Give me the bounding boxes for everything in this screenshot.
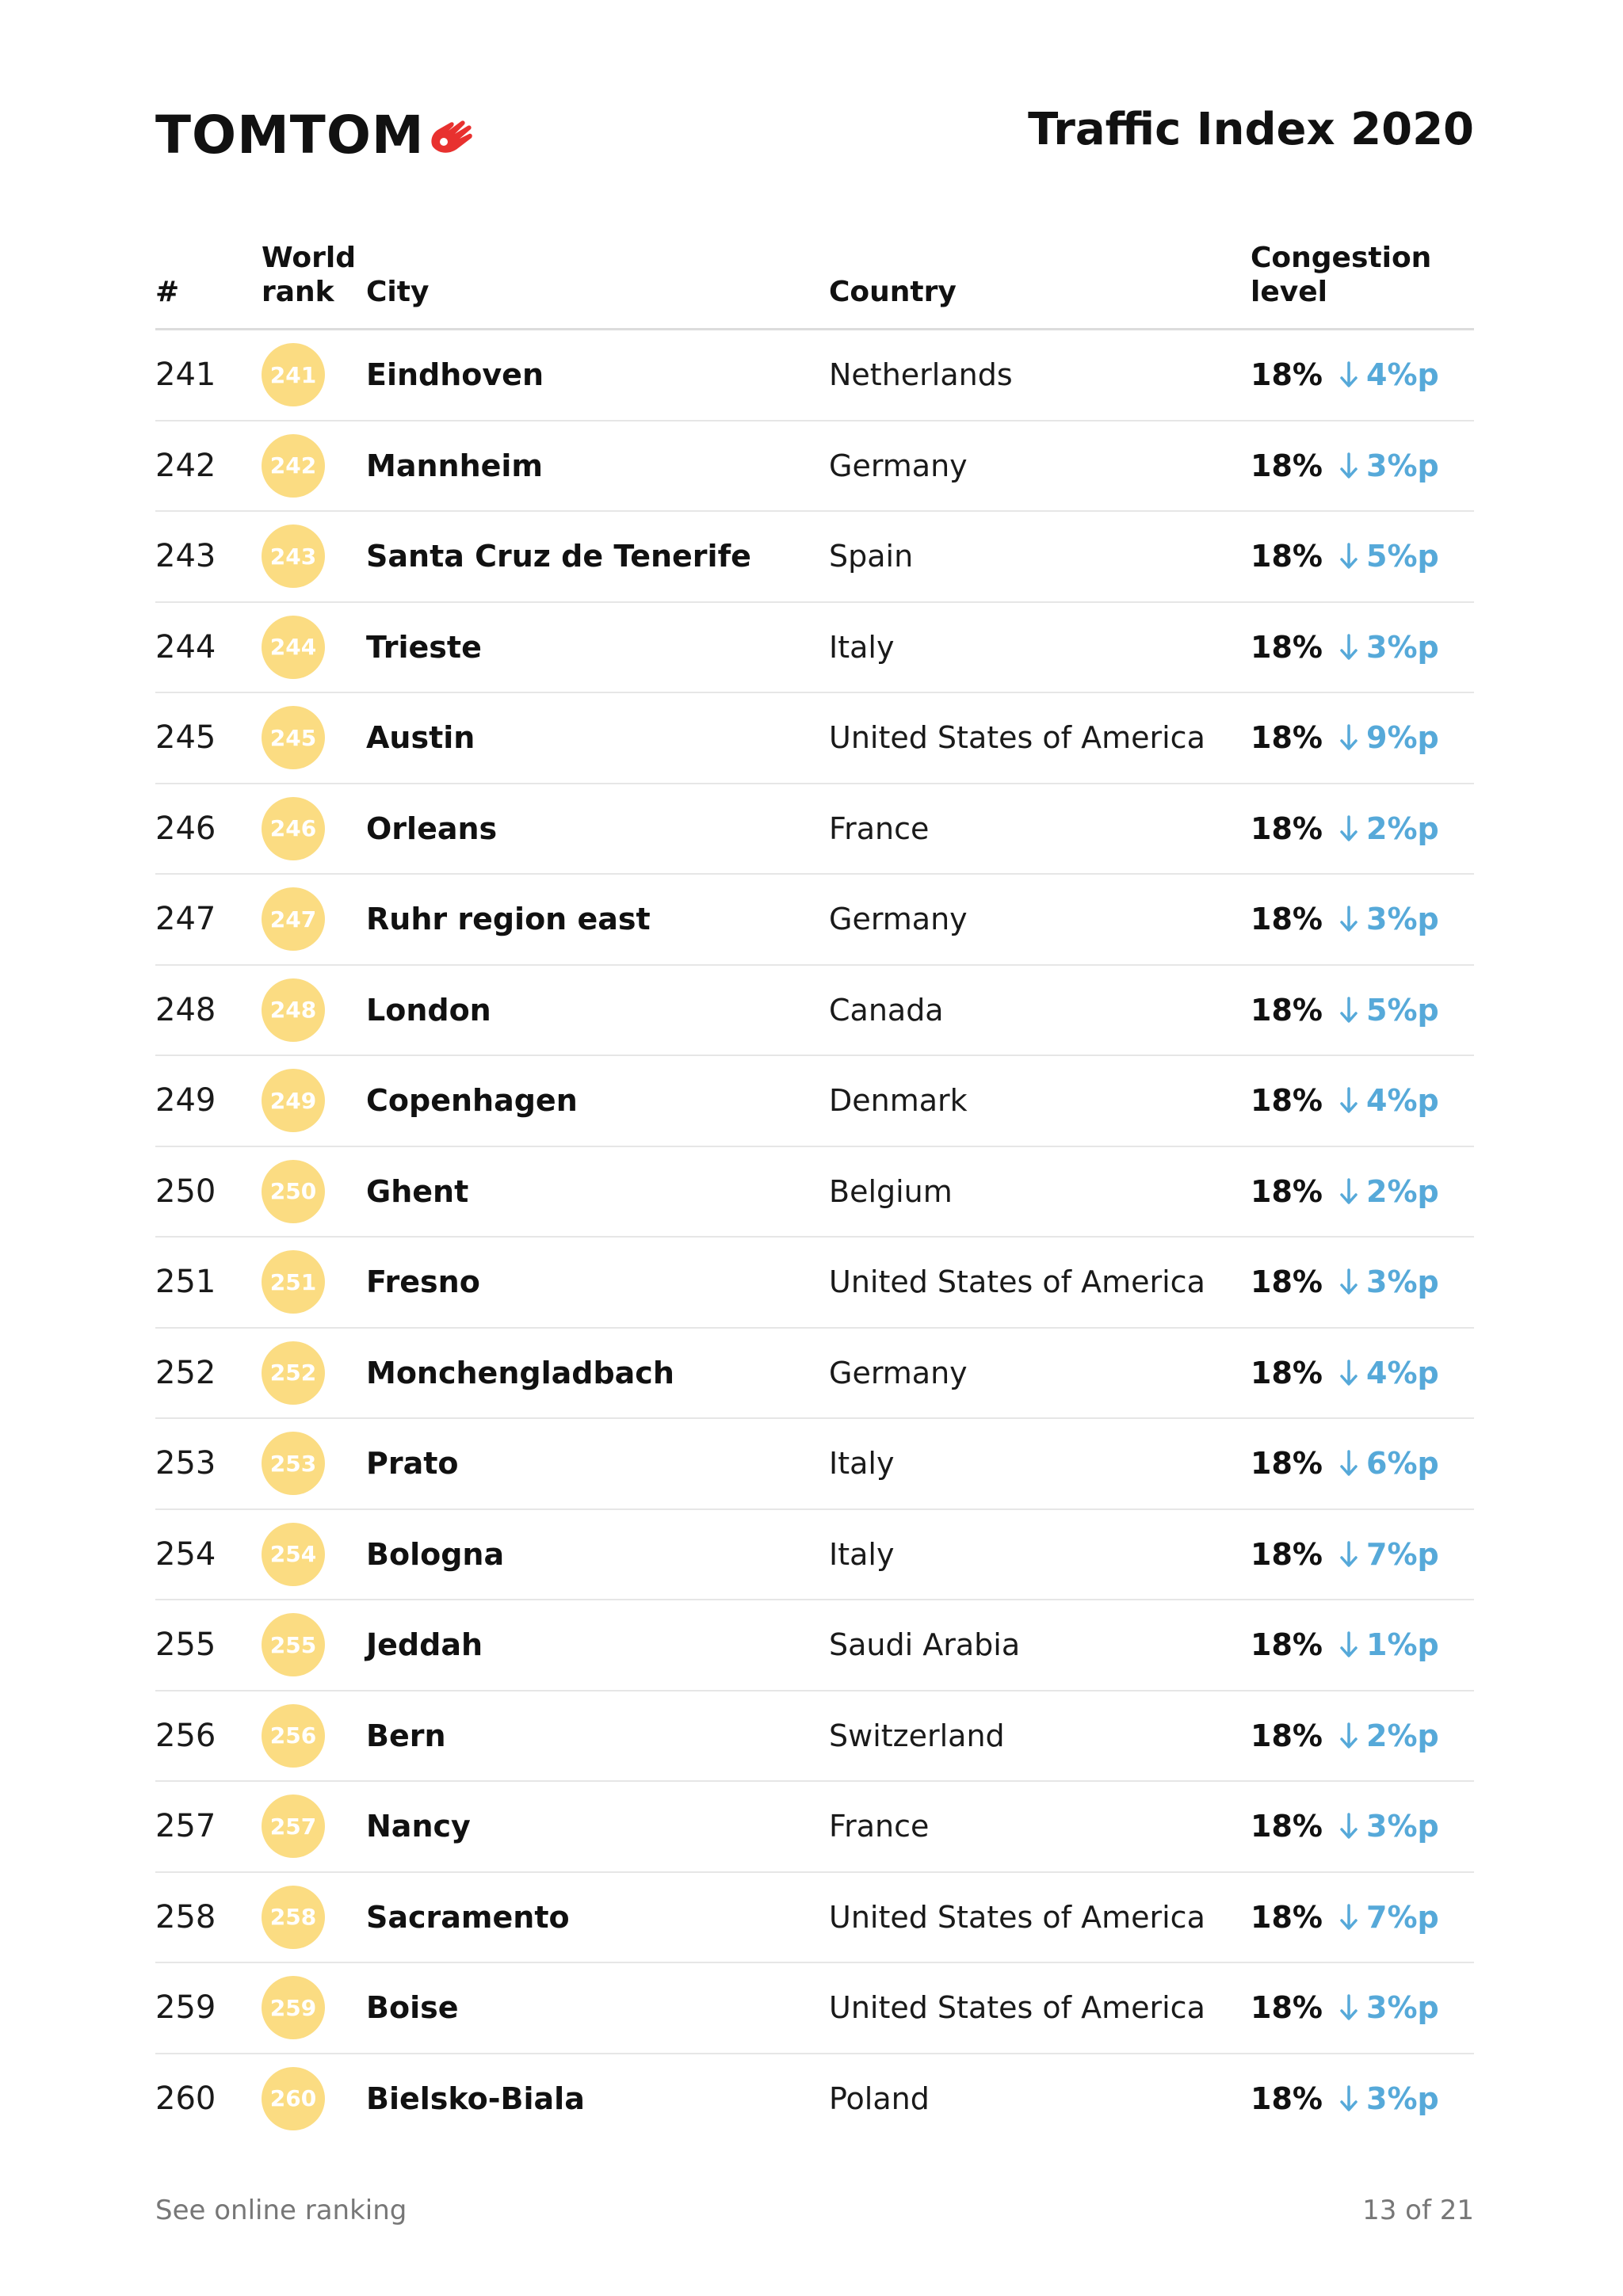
country-name: United States of America <box>829 1264 1205 1300</box>
country-name: Germany <box>829 448 968 483</box>
row-number: 246 <box>155 810 216 847</box>
congestion-level: 18% <box>1251 992 1323 1028</box>
congestion-level: 18% <box>1251 1173 1323 1209</box>
congestion-change <box>1339 357 1439 392</box>
city-name: Ruhr region east <box>366 902 651 937</box>
congestion-change <box>1339 720 1439 755</box>
table-header <box>155 238 1474 330</box>
arrow-down-icon <box>1339 634 1358 661</box>
congestion-change <box>1339 1446 1439 1481</box>
country-name: United States of America <box>829 1990 1205 2026</box>
world-rank-badge: 242 <box>262 434 325 498</box>
congestion-level: 18% <box>1251 539 1323 574</box>
column-header-country: Country <box>829 275 957 308</box>
world-rank-badge: 248 <box>262 978 325 1042</box>
congestion-change <box>1339 1174 1439 1209</box>
country-name: Canada <box>829 992 944 1028</box>
city-name: Nancy <box>366 1809 471 1844</box>
table-row <box>155 1963 1474 2054</box>
row-number: 248 <box>155 991 216 1028</box>
world-rank-badge: 249 <box>262 1069 325 1132</box>
congestion-level: 18% <box>1251 629 1323 665</box>
table-row <box>155 421 1474 513</box>
table-row <box>155 1238 1474 1329</box>
congestion-change <box>1339 902 1439 936</box>
country-name: United States of America <box>829 720 1205 756</box>
world-rank-badge: 250 <box>262 1160 325 1223</box>
row-number: 241 <box>155 357 216 394</box>
arrow-down-icon <box>1339 815 1358 842</box>
congestion-change-value: 4%p <box>1366 1083 1439 1119</box>
congestion-change <box>1339 539 1439 574</box>
country-name: Italy <box>829 629 895 665</box>
congestion-level: 18% <box>1251 1809 1323 1844</box>
congestion-change <box>1339 630 1439 665</box>
arrow-down-icon <box>1339 1631 1358 1658</box>
country-name: France <box>829 810 930 846</box>
congestion-change-value: 7%p <box>1366 1536 1439 1572</box>
congestion-change-value: 3%p <box>1366 1264 1439 1300</box>
row-number: 260 <box>155 2080 216 2117</box>
city-name: Orleans <box>366 810 498 846</box>
congestion-level: 18% <box>1251 902 1323 937</box>
row-number: 245 <box>155 719 216 757</box>
congestion-change <box>1339 1718 1439 1753</box>
world-rank-badge: 256 <box>262 1704 325 1768</box>
ranking-table <box>155 238 1474 2143</box>
arrow-down-icon <box>1339 452 1358 479</box>
row-number: 257 <box>155 1808 216 1845</box>
city-name: Sacramento <box>366 1899 570 1935</box>
column-header-number: # <box>155 275 180 308</box>
arrow-down-icon <box>1339 543 1358 570</box>
row-number: 253 <box>155 1445 216 1482</box>
world-rank-badge: 260 <box>262 2067 325 2130</box>
arrow-down-icon <box>1339 1813 1358 1840</box>
congestion-change <box>1339 1356 1439 1390</box>
page-number: 13 of 21 <box>1362 2195 1474 2226</box>
row-number: 252 <box>155 1354 216 1391</box>
world-rank-label: World <box>262 241 357 274</box>
congestion-change-value: 3%p <box>1366 902 1439 937</box>
country-name: Belgium <box>829 1173 953 1209</box>
arrow-down-icon <box>1339 997 1358 1024</box>
city-name: Trieste <box>366 629 482 665</box>
world-rank-badge: 245 <box>262 706 325 769</box>
country-name: Italy <box>829 1536 895 1572</box>
row-number: 251 <box>155 1264 216 1301</box>
table-body <box>155 330 1474 2143</box>
row-number: 250 <box>155 1173 216 1210</box>
table-row <box>155 1600 1474 1691</box>
congestion-change <box>1339 993 1439 1028</box>
arrow-down-icon <box>1339 724 1358 751</box>
congestion-level: 18% <box>1251 720 1323 756</box>
arrow-down-icon <box>1339 1722 1358 1749</box>
congestion-level: 18% <box>1251 2081 1323 2116</box>
arrow-down-icon <box>1339 1994 1358 2021</box>
city-name: Santa Cruz de Tenerife <box>366 539 751 574</box>
table-row <box>155 2054 1474 2144</box>
world-rank-badge: 254 <box>262 1523 325 1586</box>
table-row <box>155 784 1474 875</box>
congestion-change-value: 4%p <box>1366 1355 1439 1390</box>
city-name: Bologna <box>366 1536 505 1572</box>
congestion-level: 18% <box>1251 1627 1323 1663</box>
city-name: Austin <box>366 720 475 756</box>
congestion-change <box>1339 1537 1439 1572</box>
congestion-change-value: 3%p <box>1366 2081 1439 2116</box>
table-row <box>155 1782 1474 1873</box>
country-name: Germany <box>829 902 968 937</box>
congestion-change-value: 9%p <box>1366 720 1439 756</box>
country-name: United States of America <box>829 1899 1205 1935</box>
city-name: Fresno <box>366 1264 480 1300</box>
see-online-ranking-link[interactable]: See online ranking <box>155 2195 407 2226</box>
congestion-change <box>1339 1083 1439 1118</box>
city-name: Jeddah <box>366 1627 483 1663</box>
world-rank-badge: 246 <box>262 797 325 860</box>
table-row <box>155 966 1474 1057</box>
arrow-down-icon <box>1339 1541 1358 1568</box>
table-row <box>155 1691 1474 1783</box>
row-number: 242 <box>155 447 216 484</box>
row-number: 243 <box>155 538 216 575</box>
congestion-change <box>1339 2081 1439 2116</box>
city-name: Mannheim <box>366 448 544 483</box>
congestion-change-value: 3%p <box>1366 629 1439 665</box>
country-name: Poland <box>829 2081 930 2116</box>
congestion-change-value: 6%p <box>1366 1446 1439 1482</box>
arrow-down-icon <box>1339 1268 1358 1295</box>
congestion-level: 18% <box>1251 1899 1323 1935</box>
congestion-level: 18% <box>1251 1536 1323 1572</box>
table-row <box>155 1056 1474 1147</box>
report-title: Traffic Index 2020 <box>1028 104 1474 155</box>
row-number: 247 <box>155 901 216 938</box>
congestion-change-value: 5%p <box>1366 992 1439 1028</box>
country-name: Germany <box>829 1355 968 1390</box>
world-rank-badge: 252 <box>262 1341 325 1405</box>
congestion-change <box>1339 1264 1439 1299</box>
column-header-congestion-level: Congestion level <box>1251 241 1432 308</box>
arrow-down-icon <box>1339 2085 1358 2112</box>
congestion-change-value: 1%p <box>1366 1627 1439 1663</box>
congestion-change-value: 3%p <box>1366 1990 1439 2026</box>
row-number: 258 <box>155 1898 216 1936</box>
congestion-level: 18% <box>1251 448 1323 483</box>
column-header-city: City <box>366 275 430 308</box>
congestion-level: 18% <box>1251 1718 1323 1753</box>
congestion-level: 18% <box>1251 1990 1323 2026</box>
tomtom-logo <box>155 105 477 166</box>
city-name: London <box>366 992 491 1028</box>
congestion-change <box>1339 1809 1439 1844</box>
arrow-down-icon <box>1339 1360 1358 1386</box>
table-row <box>155 512 1474 603</box>
arrow-down-icon <box>1339 1450 1358 1477</box>
world-rank-badge: 258 <box>262 1886 325 1949</box>
country-name: Netherlands <box>829 357 1013 393</box>
world-rank-badge: 251 <box>262 1250 325 1314</box>
congestion-change <box>1339 1900 1439 1935</box>
congestion-change-value: 3%p <box>1366 1809 1439 1844</box>
world-rank-label-2: rank <box>262 275 334 308</box>
congestion-change-value: 5%p <box>1366 539 1439 574</box>
tomtom-hand-icon <box>426 113 477 158</box>
arrow-down-icon <box>1339 1178 1358 1205</box>
congestion-level: 18% <box>1251 810 1323 846</box>
city-name: Copenhagen <box>366 1083 578 1119</box>
world-rank-badge: 255 <box>262 1613 325 1676</box>
table-row <box>155 875 1474 966</box>
country-name: Italy <box>829 1446 895 1482</box>
world-rank-badge: 247 <box>262 887 325 951</box>
congestion-level: 18% <box>1251 1264 1323 1300</box>
row-number: 256 <box>155 1717 216 1754</box>
arrow-down-icon <box>1339 361 1358 388</box>
world-rank-badge: 241 <box>262 343 325 406</box>
row-number: 259 <box>155 1989 216 2027</box>
city-name: Bern <box>366 1718 446 1753</box>
city-name: Boise <box>366 1990 459 2026</box>
logo-text: TOMTOM <box>155 105 425 166</box>
row-number: 249 <box>155 1082 216 1119</box>
row-number: 244 <box>155 628 216 666</box>
congestion-change-value: 3%p <box>1366 448 1439 483</box>
world-rank-badge: 259 <box>262 1976 325 2039</box>
city-name: Monchengladbach <box>366 1355 674 1390</box>
world-rank-badge: 257 <box>262 1794 325 1858</box>
table-row <box>155 693 1474 784</box>
table-row <box>155 603 1474 694</box>
congestion-change <box>1339 1990 1439 2025</box>
congestion-level: 18% <box>1251 357 1323 393</box>
country-name: France <box>829 1809 930 1844</box>
country-name: Switzerland <box>829 1718 1005 1753</box>
congestion-change-value: 2%p <box>1366 810 1439 846</box>
country-name: Saudi Arabia <box>829 1627 1021 1663</box>
row-number: 255 <box>155 1627 216 1664</box>
congestion-level: 18% <box>1251 1083 1323 1119</box>
city-name: Bielsko-Biala <box>366 2081 585 2116</box>
table-row <box>155 1419 1474 1510</box>
congestion-level: 18% <box>1251 1446 1323 1482</box>
table-row <box>155 1147 1474 1238</box>
world-rank-badge: 253 <box>262 1432 325 1495</box>
congestion-change-value: 2%p <box>1366 1173 1439 1209</box>
congestion-change-value: 7%p <box>1366 1899 1439 1935</box>
congestion-level: 18% <box>1251 1355 1323 1390</box>
city-name: Eindhoven <box>366 357 544 393</box>
congestion-change-value: 4%p <box>1366 357 1439 393</box>
country-name: Spain <box>829 539 914 574</box>
congestion-change-value: 2%p <box>1366 1718 1439 1753</box>
table-row <box>155 1873 1474 1964</box>
arrow-down-icon <box>1339 1904 1358 1931</box>
table-row <box>155 1329 1474 1420</box>
row-number: 254 <box>155 1535 216 1573</box>
arrow-down-icon <box>1339 906 1358 933</box>
table-row <box>155 1510 1474 1601</box>
arrow-down-icon <box>1339 1087 1358 1114</box>
congestion-change <box>1339 448 1439 483</box>
country-name: Denmark <box>829 1083 968 1119</box>
world-rank-badge: 244 <box>262 616 325 679</box>
city-name: Ghent <box>366 1173 469 1209</box>
congestion-change <box>1339 1627 1439 1662</box>
city-name: Prato <box>366 1446 459 1482</box>
table-row <box>155 330 1474 421</box>
world-rank-badge: 243 <box>262 524 325 588</box>
congestion-change <box>1339 811 1439 846</box>
column-header-world-rank <box>262 241 356 309</box>
